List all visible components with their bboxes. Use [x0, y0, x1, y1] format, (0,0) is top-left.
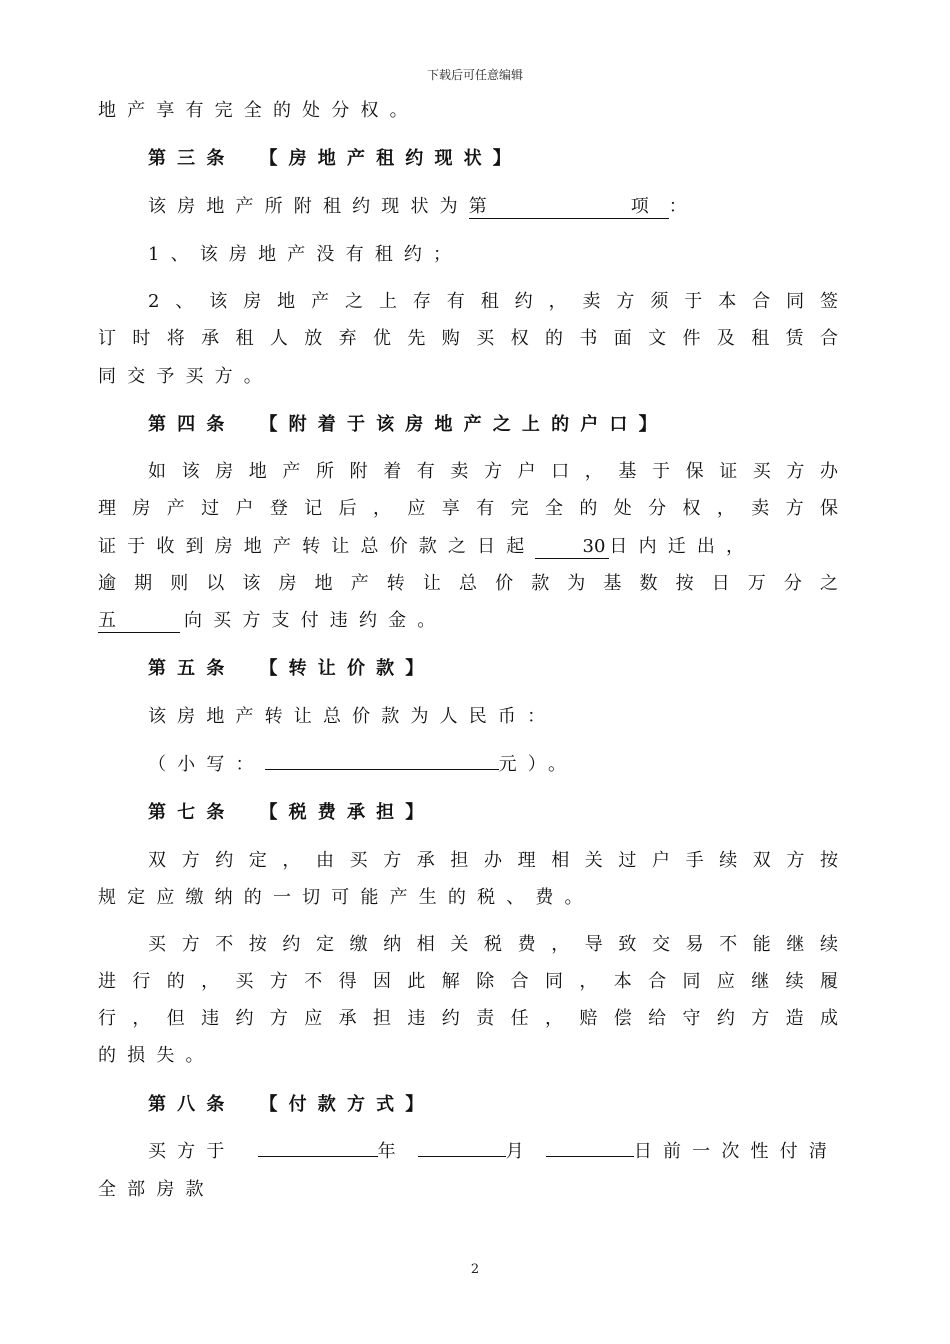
text-line: 行，但违约方应承担违约责任，赔偿给守约方造成	[98, 1008, 838, 1029]
text-line: 的损失。	[98, 1045, 215, 1066]
text-line: 订时将承租人放弃优先购买权的书面文件及租赁合	[98, 328, 838, 349]
text-line: 2、该房地产之上存有租约，卖方须于本合同签	[148, 291, 838, 312]
article-5-heading: 第五条 【转让价款】	[148, 658, 435, 679]
page-header: 下载后可任意编辑	[426, 68, 523, 82]
text-line: 地产享有完全的处分权。	[98, 100, 419, 121]
text-line: （小写： 元）。	[148, 754, 578, 775]
text-line: 全部房款	[98, 1179, 215, 1200]
text-line: 买方于 年 月 日前一次性付清	[148, 1141, 838, 1162]
article-3-heading: 第三条 【房地产租约现状】	[148, 148, 522, 169]
text-line: 证于收到房地产转让总价款之日起 30 日内迁出，	[98, 536, 756, 557]
blank-field	[546, 1156, 634, 1157]
text-line: 进行的，买方不得因此解除合同，本合同应继续履	[98, 971, 838, 992]
text-line: 同交予买方。	[98, 366, 273, 387]
text-line: 双方约定，由买方承担办理相关过户手续双方按	[148, 850, 838, 871]
text-line: 逾期则以该房地产转让总价款为基数按日万分之	[98, 573, 838, 594]
text-line: 该房地产所附租约现状为第 项 ：	[148, 196, 698, 217]
article-4-heading: 第四条 【附着于该房地产之上的户口】	[148, 414, 668, 435]
text-line: 买方不按约定缴纳相关税费，导致交易不能继续	[148, 934, 838, 955]
text-line: 五 向买方支付违约金。	[98, 610, 447, 631]
page-number: 2	[470, 1262, 480, 1277]
blank-field	[418, 1156, 506, 1157]
text-line: 理房产过户登记后，应享有完全的处分权，卖方保	[98, 498, 838, 519]
blank-field: 五	[98, 610, 180, 633]
text-line: 规定应缴纳的一切可能产生的税、费。	[98, 887, 594, 908]
blank-field	[265, 769, 499, 770]
text-line: 1、该房地产没有租约；	[148, 244, 463, 265]
blank-field: 30	[535, 536, 609, 559]
blank-field	[258, 1156, 378, 1157]
article-8-heading: 第八条 【付款方式】	[148, 1094, 435, 1115]
article-7-heading: 第七条 【税费承担】	[148, 802, 435, 823]
text-line: 该房地产转让总价款为人民币：	[148, 706, 557, 727]
blank-field: 第 项	[469, 196, 669, 219]
text-line: 如该房地产所附着有卖方户口，基于保证买方办	[148, 461, 838, 482]
